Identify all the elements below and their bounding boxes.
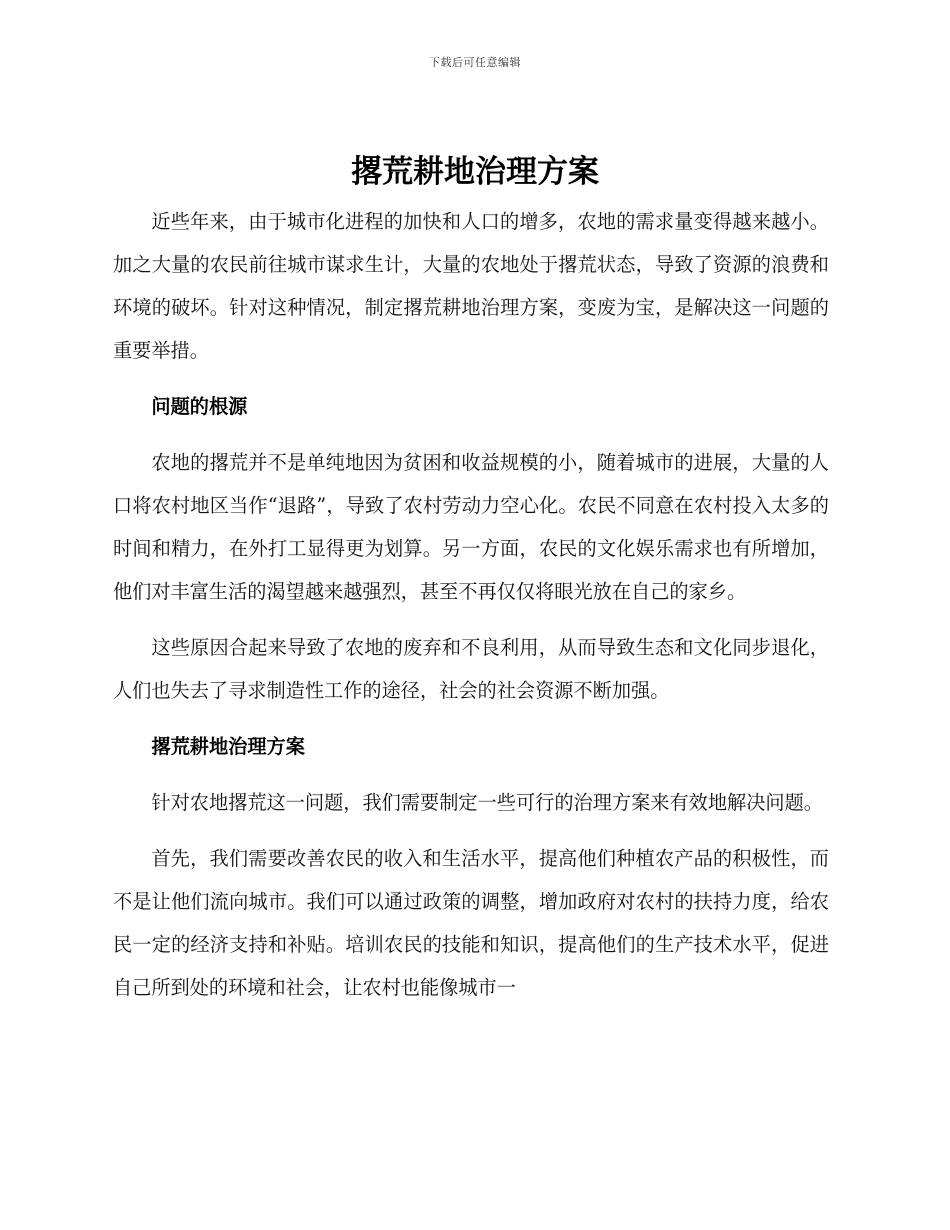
body-paragraph: 首先，我们需要改善农民的收入和生活水平，提高他们种植农产品的积极性，而不是让他们流向城市。我们可以通过政策的调整，增加政府对农村的扶持力度，给农民一定的经济支持和补贴。培训农民的技能和知识，提高他们的生产技术水平，促进自己所到处的环境和社会，让农村也能像城市一 [113,847,829,999]
body-paragraph: 这些原因合起来导致了农地的废弃和不良利用，从而导致生态和文化同步退化，人们也失去了寻求制造性工作的途径，社会的社会资源不断加强。 [113,636,829,702]
body-paragraph: 针对农地撂荒这一问题，我们需要制定一些可行的治理方案来有效地解决问题。 [151,791,823,814]
document-title: 撂荒耕地治理方案 [351,154,599,190]
intro-paragraph: 近些年来，由于城市化进程的加快和人口的增多，农地的需求量变得越来越小。加之大量的农民前往城市谋求生计，大量的农地处于撂荒状态，导致了资源的浪费和环境的破坏。针对这种情况，制定撂荒耕地治理方案，变废为宝，是解决这一问题的重要举措。 [113,210,829,362]
section-heading-treatment-plan: 撂荒耕地治理方案 [151,735,305,758]
body-paragraph: 农地的撂荒并不是单纯地因为贫困和收益规模的小，随着城市的进展，大量的人口将农村地区当作“退路”，导致了农村劳动力空心化。农民不同意在农村投入太多的时间和精力，在外打工显得更为划算。另一方面，农民的文化娱乐需求也有所增加，他们对丰富生活的渴望越来越强烈，甚至不再仅仅将眼光放在自己的家乡。 [113,451,829,603]
section-heading-root-cause: 问题的根源 [151,395,248,418]
page-header-note: 下载后可任意编辑 [429,56,521,69]
document-body [113,200,829,1022]
